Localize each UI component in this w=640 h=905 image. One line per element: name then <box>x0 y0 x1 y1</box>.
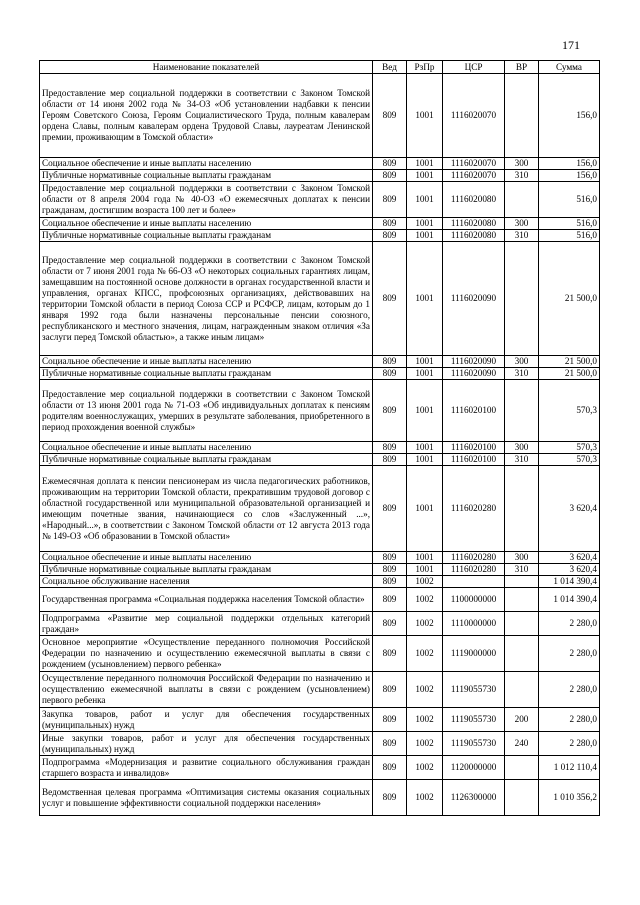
cell-name: Ведомственная целевая программа «Оптимизация системы оказания социальных услуг и повышение эффективности социальной поддержки населения» <box>40 780 373 816</box>
cell-sum: 156,0 <box>539 158 600 170</box>
cell-sum: 1 014 390,4 <box>539 576 600 588</box>
cell-name: Публичные нормативные социальные выплаты гражданам <box>40 230 373 242</box>
page-number: 171 <box>562 38 580 52</box>
cell-vr: 300 <box>505 158 539 170</box>
table-row <box>40 442 600 454</box>
cell-rzpr: 1001 <box>407 218 443 230</box>
cell-csr: 1116020100 <box>443 454 505 466</box>
cell-rzpr: 1002 <box>407 672 443 708</box>
header-vr: ВР <box>505 61 539 74</box>
table-row <box>40 182 600 218</box>
cell-rzpr: 1001 <box>407 182 443 218</box>
cell-name: Предоставление мер социальной поддержки в соответствии с Законом Томской области от 8 апреля 2004 года № 40-ОЗ «О ежемесячных доплатах к пенсии гражданам, достигшим возраста 100 лет и более» <box>40 182 373 218</box>
cell-rzpr: 1001 <box>407 158 443 170</box>
cell-csr: 1119055730 <box>443 672 505 708</box>
cell-rzpr: 1002 <box>407 612 443 636</box>
cell-csr: 1116020280 <box>443 552 505 564</box>
cell-name: Социальное обеспечение и иные выплаты населению <box>40 158 373 170</box>
table-row <box>40 230 600 242</box>
cell-name: Иные закупки товаров, работ и услуг для обеспечения государственных (муниципальных) нужд <box>40 732 373 756</box>
cell-rzpr: 1001 <box>407 170 443 182</box>
cell-ved: 809 <box>373 158 407 170</box>
header-csr: ЦСР <box>443 61 505 74</box>
cell-vr: 240 <box>505 732 539 756</box>
cell-csr: 1116020280 <box>443 466 505 552</box>
cell-sum: 21 500,0 <box>539 368 600 380</box>
cell-csr: 1120000000 <box>443 756 505 780</box>
cell-rzpr: 1001 <box>407 74 443 158</box>
cell-csr: 1119055730 <box>443 708 505 732</box>
cell-csr: 1116020090 <box>443 242 505 356</box>
cell-ved: 809 <box>373 756 407 780</box>
cell-sum: 570,3 <box>539 442 600 454</box>
cell-name: Подпрограмма «Развитие мер социальной поддержки отдельных категорий граждан» <box>40 612 373 636</box>
cell-rzpr: 1002 <box>407 588 443 612</box>
cell-vr: 310 <box>505 454 539 466</box>
cell-name: Предоставление мер социальной поддержки в соответствии с Законом Томской области от 13 июня 2001 года № 71-ОЗ «Об индивидуальных доплатах к пенсиям родителям военнослужащих, умерших в результате заболевания, приобретенного в период прохождения военной службы» <box>40 380 373 442</box>
cell-sum: 570,3 <box>539 380 600 442</box>
cell-rzpr: 1001 <box>407 356 443 368</box>
cell-csr: 1116020080 <box>443 230 505 242</box>
cell-name: Публичные нормативные социальные выплаты гражданам <box>40 454 373 466</box>
cell-rzpr: 1001 <box>407 368 443 380</box>
cell-ved: 809 <box>373 636 407 672</box>
cell-csr: 1116020070 <box>443 158 505 170</box>
table-row <box>40 672 600 708</box>
cell-sum: 2 280,0 <box>539 672 600 708</box>
cell-sum: 3 620,4 <box>539 552 600 564</box>
cell-name: Социальное обслуживание населения <box>40 576 373 588</box>
table-row <box>40 576 600 588</box>
cell-ved: 809 <box>373 182 407 218</box>
cell-csr: 1116020280 <box>443 564 505 576</box>
table-row <box>40 466 600 552</box>
cell-sum: 516,0 <box>539 182 600 218</box>
cell-rzpr: 1002 <box>407 732 443 756</box>
cell-ved: 809 <box>373 242 407 356</box>
cell-vr: 310 <box>505 564 539 576</box>
cell-ved: 809 <box>373 74 407 158</box>
header-sum: Сумма <box>539 61 600 74</box>
cell-csr: 1116020080 <box>443 218 505 230</box>
cell-ved: 809 <box>373 612 407 636</box>
cell-vr <box>505 576 539 588</box>
cell-sum: 2 280,0 <box>539 732 600 756</box>
cell-vr <box>505 612 539 636</box>
table-row <box>40 612 600 636</box>
cell-name: Предоставление мер социальной поддержки в соответствии с Законом Томской области от 14 июня 2002 года № 34-ОЗ «Об установлении надбавки к пенсии Героям Советского Союза, Героям Социалистического Труда, полным кавалерам ордена Славы, полным кавалерам ордена Трудовой Славы, лауреатам Ленинской премии, проживающим в Томской области» <box>40 74 373 158</box>
cell-ved: 809 <box>373 442 407 454</box>
cell-sum: 516,0 <box>539 230 600 242</box>
table-row <box>40 356 600 368</box>
cell-rzpr: 1001 <box>407 242 443 356</box>
cell-ved: 809 <box>373 780 407 816</box>
cell-ved: 809 <box>373 170 407 182</box>
cell-csr: 1126300000 <box>443 780 505 816</box>
header-rzpr: РзПр <box>407 61 443 74</box>
cell-rzpr: 1002 <box>407 780 443 816</box>
cell-sum: 1 014 390,4 <box>539 588 600 612</box>
table-row <box>40 368 600 380</box>
cell-vr <box>505 636 539 672</box>
cell-ved: 809 <box>373 218 407 230</box>
cell-name: Основное мероприятие «Осуществление переданного полномочия Российской Федерации по назначению и осуществлению ежемесячной выплаты в связи с рождением (усыновлением) первого ребенка» <box>40 636 373 672</box>
cell-csr: 1116020100 <box>443 442 505 454</box>
cell-name: Закупка товаров, работ и услуг для обеспечения государственных (муниципальных) нужд <box>40 708 373 732</box>
cell-csr: 1116020100 <box>443 380 505 442</box>
cell-rzpr: 1001 <box>407 564 443 576</box>
cell-csr: 1116020090 <box>443 356 505 368</box>
cell-rzpr: 1001 <box>407 454 443 466</box>
cell-csr: 1116020070 <box>443 170 505 182</box>
cell-csr: 1116020080 <box>443 182 505 218</box>
cell-sum: 3 620,4 <box>539 564 600 576</box>
cell-vr <box>505 780 539 816</box>
cell-rzpr: 1001 <box>407 442 443 454</box>
table-row <box>40 636 600 672</box>
cell-rzpr: 1001 <box>407 552 443 564</box>
cell-csr: 1100000000 <box>443 588 505 612</box>
table-row <box>40 74 600 158</box>
cell-vr: 300 <box>505 552 539 564</box>
table-row <box>40 756 600 780</box>
cell-name: Подпрограмма «Модернизация и развитие социального обслуживания граждан старшего возраста и инвалидов» <box>40 756 373 780</box>
table-row <box>40 242 600 356</box>
table-row <box>40 218 600 230</box>
cell-vr <box>505 182 539 218</box>
cell-ved: 809 <box>373 672 407 708</box>
table-row <box>40 170 600 182</box>
cell-ved: 809 <box>373 708 407 732</box>
cell-sum: 21 500,0 <box>539 356 600 368</box>
cell-vr <box>505 466 539 552</box>
cell-csr: 1119055730 <box>443 732 505 756</box>
cell-name: Социальное обеспечение и иные выплаты населению <box>40 552 373 564</box>
cell-rzpr: 1001 <box>407 466 443 552</box>
cell-rzpr: 1001 <box>407 230 443 242</box>
table-row <box>40 780 600 816</box>
table-row <box>40 380 600 442</box>
cell-vr: 300 <box>505 442 539 454</box>
cell-sum: 3 620,4 <box>539 466 600 552</box>
cell-name: Социальное обеспечение и иные выплаты населению <box>40 218 373 230</box>
cell-sum: 516,0 <box>539 218 600 230</box>
cell-name: Предоставление мер социальной поддержки в соответствии с Законом Томской области от 7 июня 2001 года № 66-ОЗ «О некоторых социальных гарантиях лицам, замещавшим на постоянной основе должности в органах государственной власти и управления, органах КПСС, профсоюзных организациях, действовавших на территории Томской области в период Союза ССР и РСФСР, лицам, которым до 1 января 1992 года были назначены персональные пенсии союзного, республиканского и местного значения, лицам, награжденным знаком отличия «За заслуги перед Томской областью», а также иным лицам» <box>40 242 373 356</box>
cell-csr: 1110000000 <box>443 612 505 636</box>
cell-ved: 809 <box>373 380 407 442</box>
cell-vr <box>505 756 539 780</box>
cell-sum: 21 500,0 <box>539 242 600 356</box>
cell-csr <box>443 576 505 588</box>
cell-ved: 809 <box>373 230 407 242</box>
table-row <box>40 454 600 466</box>
cell-rzpr: 1002 <box>407 708 443 732</box>
header-ved: Вед <box>373 61 407 74</box>
cell-name: Ежемесячная доплата к пенсии пенсионерам из числа педагогических работников, проживающим на территории Томской области, прекратившим трудовой договор с областной государственной или муниципальной образовательной организацией и имеющим почетные звания, начинающиеся со слов «Заслуженный ...», «Народный...», в соответствии с Законом Томской области от 12 августа 2013 года № 149-ОЗ «Об образовании в Томской области» <box>40 466 373 552</box>
cell-name: Публичные нормативные социальные выплаты гражданам <box>40 368 373 380</box>
cell-name: Социальное обеспечение и иные выплаты населению <box>40 442 373 454</box>
cell-vr: 300 <box>505 218 539 230</box>
table-row <box>40 708 600 732</box>
table-body <box>40 74 600 816</box>
cell-vr <box>505 242 539 356</box>
cell-rzpr: 1002 <box>407 636 443 672</box>
cell-rzpr: 1002 <box>407 576 443 588</box>
cell-vr: 200 <box>505 708 539 732</box>
cell-vr: 310 <box>505 368 539 380</box>
cell-ved: 809 <box>373 368 407 380</box>
table-row <box>40 588 600 612</box>
cell-sum: 156,0 <box>539 170 600 182</box>
table-row <box>40 158 600 170</box>
table-row <box>40 552 600 564</box>
cell-name: Публичные нормативные социальные выплаты гражданам <box>40 170 373 182</box>
table-row <box>40 564 600 576</box>
cell-ved: 809 <box>373 588 407 612</box>
cell-ved: 809 <box>373 576 407 588</box>
cell-vr <box>505 672 539 708</box>
table-row <box>40 732 600 756</box>
cell-vr: 300 <box>505 356 539 368</box>
table-header-row <box>40 61 600 74</box>
cell-sum: 2 280,0 <box>539 612 600 636</box>
cell-csr: 1116020090 <box>443 368 505 380</box>
cell-name: Государственная программа «Социальная поддержка населения Томской области» <box>40 588 373 612</box>
cell-ved: 809 <box>373 454 407 466</box>
cell-rzpr: 1001 <box>407 380 443 442</box>
cell-ved: 809 <box>373 732 407 756</box>
cell-vr <box>505 588 539 612</box>
cell-ved: 809 <box>373 552 407 564</box>
cell-sum: 570,3 <box>539 454 600 466</box>
cell-csr: 1119000000 <box>443 636 505 672</box>
cell-csr: 1116020070 <box>443 74 505 158</box>
cell-vr <box>505 74 539 158</box>
cell-vr: 310 <box>505 170 539 182</box>
cell-ved: 809 <box>373 466 407 552</box>
cell-sum: 1 010 356,2 <box>539 780 600 816</box>
cell-name: Социальное обеспечение и иные выплаты населению <box>40 356 373 368</box>
header-name: Наименование показателей <box>40 61 373 74</box>
cell-ved: 809 <box>373 564 407 576</box>
cell-ved: 809 <box>373 356 407 368</box>
cell-vr <box>505 380 539 442</box>
cell-vr: 310 <box>505 230 539 242</box>
budget-table <box>39 60 600 816</box>
cell-sum: 156,0 <box>539 74 600 158</box>
cell-name: Осуществление переданного полномочия Российской Федерации по назначению и осуществлению ежемесячной выплаты в связи с рождением (усыновлением) первого ребенка <box>40 672 373 708</box>
cell-rzpr: 1002 <box>407 756 443 780</box>
cell-sum: 2 280,0 <box>539 636 600 672</box>
cell-sum: 1 012 110,4 <box>539 756 600 780</box>
cell-name: Публичные нормативные социальные выплаты гражданам <box>40 564 373 576</box>
cell-sum: 2 280,0 <box>539 708 600 732</box>
